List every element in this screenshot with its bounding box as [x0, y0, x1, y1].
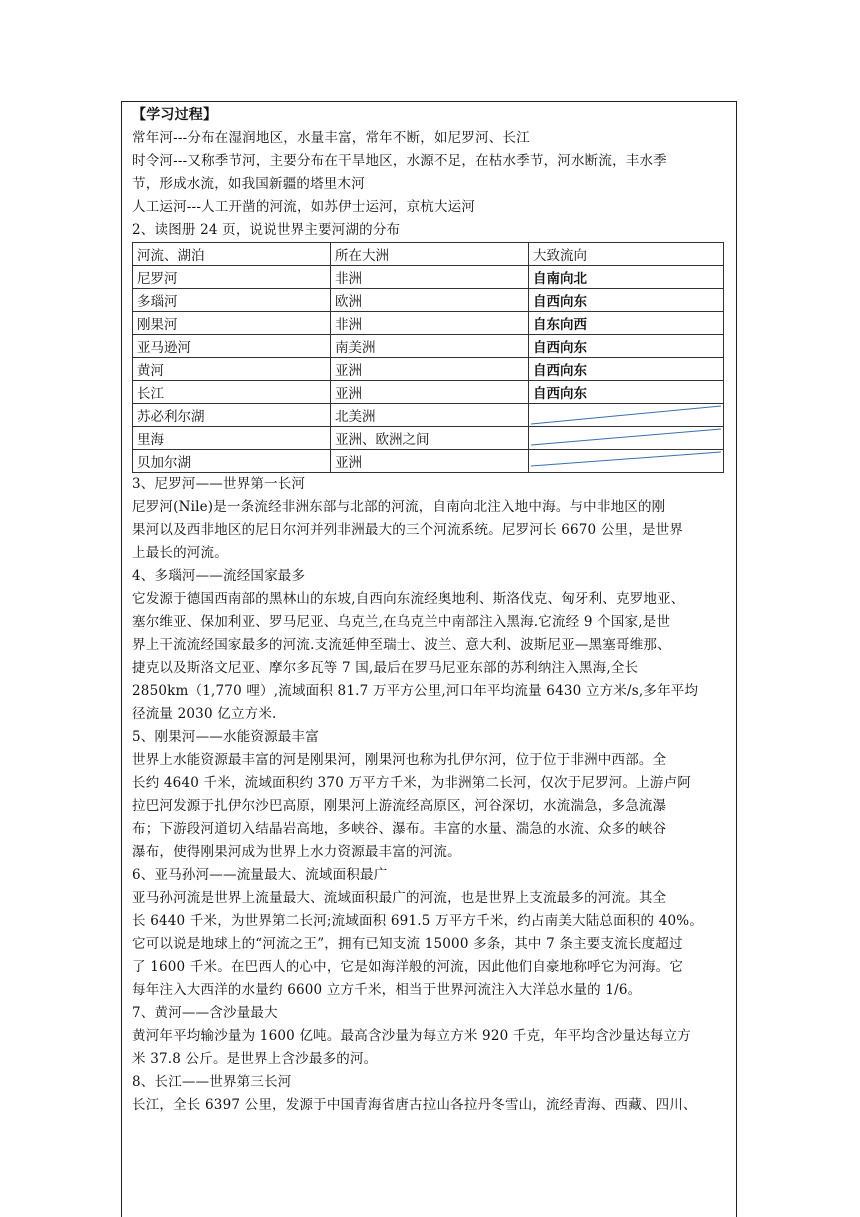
table-row	[133, 404, 724, 427]
diagonal-slash-icon	[529, 450, 723, 472]
continent-cell: 北美洲	[331, 404, 529, 427]
table-row	[133, 289, 724, 312]
table-row	[133, 427, 724, 450]
section-title: 3、尼罗河——世界第一长河	[132, 476, 306, 492]
section-title: 8、长江——世界第三长河	[132, 1074, 292, 1090]
diagonal-slash-icon	[529, 404, 723, 426]
river-name-cell: 亚马逊河	[133, 335, 331, 358]
header-cell: 河流、湖泊	[133, 243, 331, 266]
table-row	[133, 358, 724, 381]
river-name-cell: 尼罗河	[133, 266, 331, 289]
table-row	[133, 266, 724, 289]
river-lake-table	[132, 242, 724, 473]
river-name-cell: 多瑙河	[133, 289, 331, 312]
continent-cell: 非洲	[331, 312, 529, 335]
section-title: 7、黄河——含沙量最大	[132, 1005, 278, 1021]
continent-cell: 亚洲	[331, 381, 529, 404]
text-line: 果河以及西非地区的尼日尔河并列非洲最大的三个河流系统。尼罗河长 6670 公里，是世界	[132, 522, 684, 538]
table-row	[133, 450, 724, 473]
text-line: 黄河年平均输沙量为 1600 亿吨。最高含沙量为每立方米 920 千克，年平均含沙量达每立方	[132, 1028, 691, 1044]
section-title: 5、刚果河——水能资源最丰富	[132, 729, 319, 745]
body-paragraphs	[132, 473, 732, 1117]
text-line: 长约 4640 千米，流域面积约 370 万平方千米，为非洲第二长河，仅次于尼罗河。上游卢阿	[132, 775, 691, 791]
text-line: 拉巴河发源于扎伊尔沙巴高原，刚果河上游流经高原区，河谷深切，水流湍急，多急流瀑	[132, 798, 667, 814]
table-header-row	[133, 243, 724, 266]
direction-cell: 自西向东	[529, 335, 724, 358]
empty-direction-cell	[529, 427, 724, 450]
text-line: 亚马孙河流是世界上流量最大、流域面积最广的河流，也是世界上支流最多的河流。其全	[132, 890, 667, 906]
continent-cell: 欧洲	[331, 289, 529, 312]
diagonal-slash-icon	[529, 427, 723, 449]
direction-cell: 自西向东	[529, 289, 724, 312]
section-title: 4、多瑙河——流经国家最多	[132, 568, 306, 584]
text-line: 捷克以及斯洛文尼亚、摩尔多瓦等 7 国,最后在罗马尼亚东部的苏利纳注入黑海,全长	[132, 660, 639, 676]
direction-cell: 自西向东	[529, 381, 724, 404]
text-line: 2、读图册 24 页，说说世界主要河湖的分布	[132, 222, 401, 238]
continent-cell: 非洲	[331, 266, 529, 289]
continent-cell: 亚洲	[331, 450, 529, 473]
text-line: 长江，全长 6397 公里，发源于中国青海省唐古拉山各拉丹冬雪山，流经青海、西藏、四川、	[132, 1097, 697, 1113]
direction-cell: 自东向西	[529, 312, 724, 335]
table-row	[133, 335, 724, 358]
text-line: 它发源于德国西南部的黑林山的东坡,自西向东流经奥地利、斯洛伐克、匈牙利、克罗地亚、	[132, 591, 685, 607]
text-line: 每年注入大西洋的水量约 6600 立方千米，相当于世界河流注入大洋总水量的 1/6。	[132, 982, 642, 998]
direction-cell: 自西向东	[529, 358, 724, 381]
text-line: 上最长的河流。	[132, 545, 228, 561]
text-line: 了 1600 千米。在巴西人的心中，它是如海洋般的河流，因此他们自豪地称呼它为河海。它	[132, 959, 684, 975]
empty-direction-cell	[529, 404, 724, 427]
intro-paragraphs	[132, 127, 732, 242]
lake-name-cell: 贝加尔湖	[133, 450, 331, 473]
river-name-cell: 刚果河	[133, 312, 331, 335]
document-content	[132, 104, 732, 1117]
section-title: 6、亚马孙河——流量最大、流域面积最广	[132, 867, 388, 883]
lake-name-cell: 苏必利尔湖	[133, 404, 331, 427]
text-line: 径流量 2030 亿立方米.	[132, 706, 277, 722]
continent-cell: 亚洲	[331, 358, 529, 381]
lake-name-cell: 里海	[133, 427, 331, 450]
text-line: 时令河---又称季节河，主要分布在干旱地区，水源不足，在枯水季节，河水断流，丰水季	[132, 153, 667, 169]
river-name-cell: 长江	[133, 381, 331, 404]
continent-cell: 亚洲、欧洲之间	[331, 427, 529, 450]
text-line: 长 6440 千米，为世界第二长河;流域面积 691.5 万平方千米，约占南美大陆总面积的 40%。	[132, 913, 704, 929]
text-line: 它可以说是地球上的“河流之王”，拥有已知支流 15000 多条，其中 7 条主要支流长度超过	[132, 936, 683, 952]
section-heading: 【学习过程】	[132, 107, 218, 123]
empty-direction-cell	[529, 450, 724, 473]
text-line: 布；下游段河道切入结晶岩高地，多峡谷、瀑布。丰富的水量、湍急的水流、众多的峡谷	[132, 821, 667, 837]
text-line: 节，形成水流，如我国新疆的塔里木河	[132, 176, 365, 192]
header-cell: 大致流向	[529, 243, 724, 266]
text-line: 塞尔维亚、保加利亚、罗马尼亚、乌克兰,在乌克兰中南部注入黑海.它流经 9 个国家,是世	[132, 614, 671, 630]
text-line: 界上干流流经国家最多的河流.支流延伸至瑞士、波兰、意大利、波斯尼亚—黑塞哥维那、	[132, 637, 671, 653]
text-line: 人工运河---人工开凿的河流，如苏伊士运河，京杭大运河	[132, 199, 476, 215]
header-cell: 所在大洲	[331, 243, 529, 266]
text-line: 米 37.8 公斤。是世界上含沙最多的河。	[132, 1051, 378, 1067]
table-row	[133, 312, 724, 335]
text-line: 瀑布，使得刚果河成为世界上水力资源最丰富的河流。	[132, 844, 461, 860]
content-frame	[121, 101, 737, 1217]
text-line: 尼罗河(Nile)是一条流经非洲东部与北部的河流，自南向北注入地中海。与中非地区的刚	[132, 499, 666, 515]
text-line: 世界上水能资源最丰富的河是刚果河，刚果河也称为扎伊尔河，位于位于非洲中西部。全	[132, 752, 667, 768]
text-line: 常年河---分布在湿润地区，水量丰富，常年不断，如尼罗河、长江	[132, 130, 530, 146]
continent-cell: 南美洲	[331, 335, 529, 358]
direction-cell: 自南向北	[529, 266, 724, 289]
river-name-cell: 黄河	[133, 358, 331, 381]
text-line: 2850km（1,770 哩）,流域面积 81.7 万平方公里,河口年平均流量 6430 立方米/s,多年平均	[132, 683, 699, 699]
table-row	[133, 381, 724, 404]
